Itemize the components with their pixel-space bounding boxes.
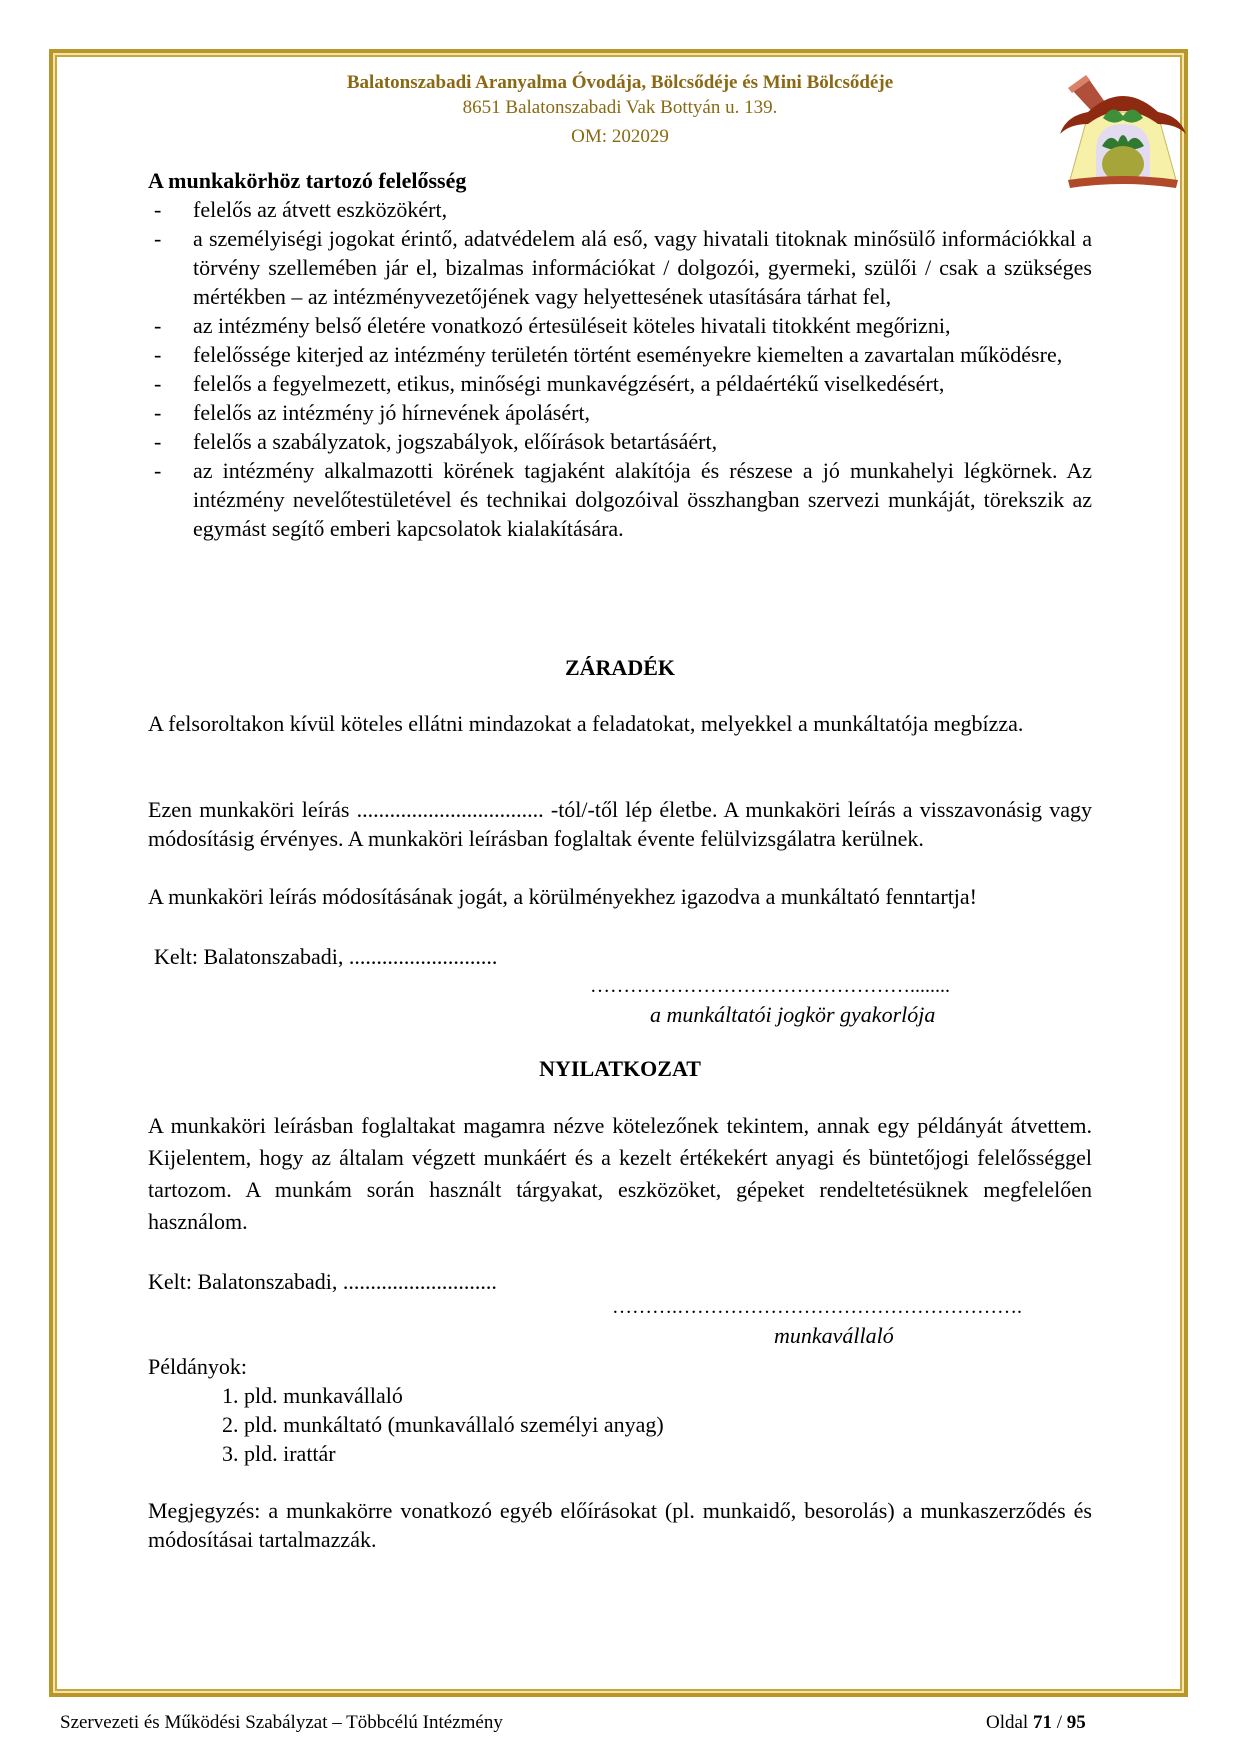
copies-section — [148, 1352, 1092, 1468]
zaradek-paragraph-3: A munkaköri leírás módosításának jogát, a körülményekhez igazodva a munkáltató fenntartja! — [148, 884, 978, 909]
footer-document-title: Szervezeti és Működési Szabályzat – Többcélú Intézmény — [60, 1712, 503, 1733]
nyilatkozat-heading: NYILATKOZAT — [539, 1056, 701, 1081]
zaradek-kelt: Kelt: Balatonszabadi, ........................... — [154, 944, 498, 969]
employer-signature-line: …………………………………………........ — [590, 975, 950, 997]
list-item: - az intézmény alkalmazotti körének tagjaként alakítója és részese a jó munkahelyi légkörnek. Az intézmény nevelőtestületével és technikai dolgozóival összhangban szervezi munkáját, törekszik az egymást segítő emberi kapcsolatok kialakítására. — [154, 458, 1092, 541]
zaradek-paragraph-1: A felsoroltakon kívül köteles ellátni mindazokat a feladatokat, melyekkel a munkáltatója megbízza. — [148, 711, 1024, 736]
note-paragraph: Megjegyzés: a munkakörre vonatkozó egyéb előírásokat (pl. munkaidő, besorolás) a munkaszerződés és módosításai tartalmazzák. — [148, 1498, 1092, 1552]
institution-name: Balatonszabadi Aranyalma Óvodája, Bölcsődéje és Mini Bölcsődéje — [346, 72, 894, 93]
employer-signature-role: a munkáltatói jogkör gyakorlója — [650, 1002, 936, 1027]
list-item: - felelős a szabályzatok, jogszabályok, előírások betartásáért, — [154, 429, 718, 454]
list-item: - felelőssége kiterjed az intézmény területén történt eseményekre kiemelten a zavartalan működésre, — [154, 342, 1063, 367]
page-current: 71 — [1032, 1712, 1052, 1733]
page-total: 95 — [1066, 1712, 1086, 1733]
institution-address: 8651 Balatonszabadi Vak Bottyán u. 139. — [462, 97, 778, 118]
list-item: - felelős a fegyelmezett, etikus, minőségi munkavégzésért, a példaértékű viselkedésért, — [154, 371, 945, 396]
zaradek-paragraph-2: Ezen munkaköri leírás .................................. -tól/-től lép életbe. A munkaköri leírás a visszavonásig vagy módosításig érvényes. A munkaköri leírásban foglaltak évente felülvizsgálatra kerülnek. — [148, 797, 1092, 851]
responsibility-section — [148, 166, 1092, 543]
employee-signature-line: ……….……………………………………………. — [612, 1296, 1022, 1318]
zaradek-heading: ZÁRADÉK — [564, 655, 675, 680]
footer-page-number: Oldal 71 / 95 — [986, 1712, 1086, 1733]
list-item: - felelős az átvett eszközökért, — [154, 197, 448, 222]
responsibility-list — [148, 195, 1092, 543]
nyilatkozat-paragraph: A munkaköri leírásban foglaltakat magamra nézve kötelezőnek tekintem, annak egy példányát átvettem. Kijelentem, hogy az általam végzett munkáért és a kezelt értékekért anyagi és büntetőjogi felelősséggel tartozom. A munkám során használt tárgyakat, eszközöket, gépeket rendeltetésüknek megfelelően használom. — [148, 1113, 1092, 1234]
copy-item: 2. pld. munkáltató (munkavállaló személyi anyag) — [222, 1412, 664, 1437]
list-item: - a személyiségi jogokat érintő, adatvédelem alá eső, vagy hivatali titoknak minősülő információkkal a törvény szellemében jár el, bizalmas információkat / dolgozói, gyermeki, szülői / csak a szükséges mértékben – az intézményvezetőjének vagy helyettesének utasítására tárhat fel, — [154, 226, 1092, 309]
copy-item: 1. pld. munkavállaló — [222, 1383, 403, 1408]
list-item: - az intézmény belső életére vonatkozó értesüléseit köteles hivatali titokként megőrizni, — [154, 313, 951, 338]
list-item: - felelős az intézmény jó hírnevének ápolásért, — [154, 400, 591, 425]
copies-label: Példányok: — [148, 1354, 247, 1379]
institution-om: OM: 202029 — [571, 126, 669, 147]
employee-signature-role: munkavállaló — [774, 1323, 894, 1348]
copy-item: 3. pld. irattár — [222, 1441, 336, 1466]
nyilatkozat-kelt: Kelt: Balatonszabadi, ............................ — [148, 1269, 497, 1294]
responsibility-heading: A munkakörhöz tartozó felelősség — [148, 168, 467, 193]
